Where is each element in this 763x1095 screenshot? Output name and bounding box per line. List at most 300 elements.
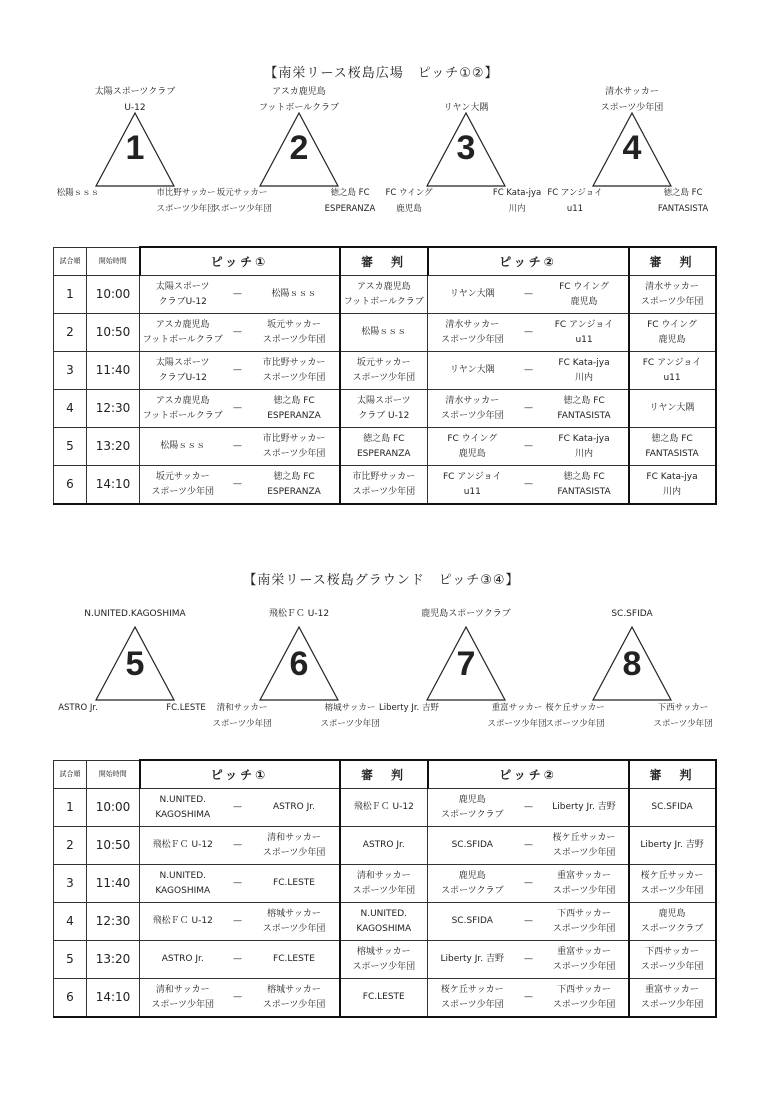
group-number: 4 [622,129,642,167]
table-row [54,276,716,314]
pitch-a-away [250,276,340,314]
team-line: フットボールクラブ [258,103,339,113]
team-line: リヤン大隅 [449,289,495,299]
pitch-a-away [250,865,340,903]
table-row [54,827,716,865]
team-line: FC Kata-jya [558,357,610,368]
team-line: KAGOSHIMA [155,809,211,820]
team-line: Liberty Jr. 吉野 [640,840,704,850]
vs-dash: — [226,466,250,505]
group-left-team [207,185,277,217]
header-ref-b: 審 判 [629,247,716,276]
team-line: クラブ U-12 [358,410,410,421]
team-line: 太陽スポーツ [155,357,210,368]
team-line: ASTRO Jr. [362,840,405,850]
pitch-b-home [428,865,517,903]
team-line: 市比野サッカー [156,188,216,198]
team-line: スポーツ少年団 [653,719,713,729]
team-line: スポーツ少年団 [262,372,326,383]
pitch-a-home [140,352,226,390]
pitch-a-away [250,314,340,352]
group-left-team [374,185,444,217]
team-line: 太陽スポーツクラブ [94,87,176,97]
vs-dash: — [517,941,541,979]
team-line: FC ウイング [447,433,498,444]
team-line: 下西サッカー [557,984,611,995]
team-line: 坂元サッカー [356,357,411,368]
vs-dash: — [226,865,250,903]
pitch-b-home [428,352,517,390]
vs-dash: — [517,276,541,314]
pitch-b-away [541,428,629,466]
team-line: フットボールクラブ [142,410,223,421]
team-line: スポーツ少年団 [352,486,416,497]
match-order: 5 [54,428,87,466]
table-row [54,865,716,903]
vs-dash: — [517,789,541,827]
team-line: 徳之島 FC [663,188,703,198]
vs-dash: — [517,827,541,865]
team-line: ESPERANZA [267,410,321,421]
team-line: FANTASISTA [557,410,611,421]
table-row [54,903,716,941]
team-line: SC.SFIDA [451,916,493,926]
group-2 [212,84,379,224]
vs-dash: — [226,276,250,314]
team-line: ASTRO Jr. [161,954,204,964]
team-line: FANTASISTA [657,204,709,214]
team-line: スポーツ少年団 [320,719,380,729]
group-3 [386,84,546,224]
team-line: 鹿児島 [570,296,598,307]
team-line: アスカ鹿児島 [155,395,210,406]
team-line: 清和サッカー [155,984,210,995]
pitch-b-away [541,979,629,1018]
pitch-b-home [428,276,517,314]
vs-dash: — [226,390,250,428]
group-number: 7 [456,645,476,683]
team-line: FC.LESTE [273,954,315,964]
pitch-a-referee [340,865,428,903]
team-line: 清水サッカー [445,319,500,330]
team-line: クラブU-12 [158,372,207,383]
team-line: スポーツ少年団 [545,719,605,729]
team-line: 坂元サッカー [216,188,268,198]
team-line: SC.SFIDA [651,802,693,812]
pitch-b-referee [629,979,716,1018]
team-line: ESPERANZA [324,204,376,214]
header-pitch-a: ピッチ① [140,760,340,789]
start-time: 10:00 [87,789,140,827]
team-line: 徳之島 FC [273,395,315,406]
team-line: 市比野サッカー [262,357,326,368]
start-time: 11:40 [87,865,140,903]
table-row [54,466,716,505]
team-line: スポーツ少年団 [262,847,326,858]
pitch-a-home [140,276,226,314]
pitch-a-referee [340,827,428,865]
team-line: 桜ケ丘サッカー [545,703,605,713]
vs-dash: — [226,903,250,941]
team-line: ESPERANZA [356,448,411,459]
vs-dash: — [226,428,250,466]
team-line: 川内 [663,486,682,497]
team-line: 榕城サッカー [267,908,321,919]
pitch-b-referee [629,789,716,827]
team-line: 榕城サッカー [267,984,321,995]
pitch-b-home [428,428,517,466]
pitch-a-home [140,941,226,979]
header-time: 開始時間 [87,247,140,276]
team-line: スポーツ少年団 [640,296,704,307]
pitch-b-referee [629,903,716,941]
team-line: フットボールクラブ [343,296,424,307]
group-left-team [43,700,113,716]
pitch-b-away [541,390,629,428]
team-line: 清水サッカー [445,395,500,406]
team-line: フットボールクラブ [142,334,223,345]
pitch-a-home [140,827,226,865]
vs-dash: — [517,903,541,941]
team-line: N.UNITED. [360,908,408,919]
group-number: 5 [125,645,145,683]
start-time: 12:30 [87,903,140,941]
section-title: 【南栄リース桜島広場 ピッチ①②】 [264,66,499,81]
team-line: 徳之島 FC [563,471,605,482]
team-line: 松陽ｓｓｓ [56,188,100,198]
team-line: 市比野サッカー [352,471,416,482]
team-line: 川内 [508,204,526,214]
team-line: 松陽ｓｓｓ [271,289,317,299]
team-line: 重富サッカー [491,703,543,713]
vs-dash: — [226,352,250,390]
team-line: スポーツ少年団 [640,961,704,972]
team-line: スポーツ少年団 [262,448,326,459]
group-top-team [386,606,546,622]
pitch-b-referee [629,352,716,390]
pitch-b-away [541,314,629,352]
team-line: FC ウイング [647,319,697,330]
table-row [54,941,716,979]
team-line: 坂元サッカー [155,471,210,482]
team-line: アスカ鹿児島 [356,281,411,292]
team-line: スポーツ少年団 [552,999,616,1010]
pitch-a-referee [340,314,428,352]
vs-dash: — [517,466,541,505]
pitch-a-home [140,979,226,1018]
group-left-team [540,185,610,217]
team-line: u11 [566,204,584,214]
team-line: 松陽ｓｓｓ [160,441,206,451]
pitch-b-away [541,865,629,903]
schedule-table [53,759,717,1018]
team-line: ESPERANZA [267,486,321,497]
match-order: 4 [54,903,87,941]
pitch-a-away [250,789,340,827]
pitch-b-home [428,941,517,979]
team-line: 徳之島 FC [651,433,693,444]
group-left-team [207,700,277,732]
pitch-a-home [140,789,226,827]
team-line: スポーツクラブ [440,809,504,820]
pitch-b-referee [629,941,716,979]
team-line: FANTASISTA [557,486,611,497]
team-line: FC アンジョイ [642,357,702,368]
vs-dash: — [226,827,250,865]
team-line: 鹿児島 [458,794,486,805]
group-1 [55,84,215,224]
team-line: 重富サッカー [645,984,699,995]
pitch-b-away [541,466,629,505]
team-line: スポーツ少年団 [487,719,547,729]
group-number: 2 [289,129,309,167]
pitch-a-away [250,979,340,1018]
table-row [54,428,716,466]
header-ref-a: 審 判 [340,247,428,276]
team-line: 榕城サッカー [324,703,376,713]
team-line: スポーツ少年団 [440,410,504,421]
pitch-b-referee [629,314,716,352]
team-line: 川内 [575,372,594,383]
team-line: 坂元サッカー [267,319,321,330]
pitch-a-home [140,390,226,428]
team-line: スポーツ少年団 [552,847,616,858]
group-number: 1 [125,129,145,167]
team-line: リヤン大隅 [649,403,695,413]
pitch-a-away [250,903,340,941]
team-line: スポーツ少年団 [352,961,416,972]
header-pitch-b: ピッチ② [428,760,629,789]
header-ref-b: 審 判 [629,760,716,789]
pitch-b-referee [629,865,716,903]
group-number: 8 [622,645,642,683]
team-line: スポーツクラブ [440,885,504,896]
team-line: 清水サッカー [605,87,659,97]
team-line: スポーツ少年団 [352,885,416,896]
group-left-team [43,185,113,201]
section-title: 【南栄リース桜島グラウンド ピッチ③④】 [243,573,520,588]
team-line: 太陽スポーツ [356,395,411,406]
pitch-b-home [428,979,517,1018]
team-line: スポーツ少年団 [212,204,272,214]
pitch-b-home [428,903,517,941]
team-line: アスカ鹿児島 [272,87,326,97]
match-order: 4 [54,390,87,428]
vs-dash: — [226,979,250,1018]
pitch-b-referee [629,390,716,428]
team-line: 鹿児島 [458,448,486,459]
team-line: ASTRO Jr. [273,802,315,812]
start-time: 14:10 [87,466,140,505]
team-line: 鹿児島 [658,908,686,919]
group-left-team [540,700,610,732]
team-line: スポーツ少年団 [640,885,704,896]
pitch-a-home [140,865,226,903]
group-6 [212,606,380,746]
team-line: 下西サッカー [557,908,611,919]
schedule-table [53,246,717,505]
group-number: 3 [456,129,476,167]
start-time: 14:10 [87,979,140,1018]
team-line: u11 [663,372,681,383]
vs-dash: — [226,789,250,827]
match-order: 6 [54,466,87,505]
pitch-a-away [250,941,340,979]
pitch-a-away [250,827,340,865]
team-line: スポーツ少年団 [262,334,326,345]
team-line: リヤン大隅 [443,103,489,113]
team-line: スポーツ少年団 [151,486,215,497]
group-8 [545,606,713,746]
match-order: 6 [54,979,87,1018]
team-line: 重富サッカー [557,870,611,881]
match-order: 2 [54,827,87,865]
start-time: 11:40 [87,352,140,390]
team-line: 市比野サッカー [262,433,326,444]
team-line: スポーツ少年団 [440,334,504,345]
group-7 [379,606,547,746]
pitch-b-away [541,789,629,827]
team-line: 下西サッカー [645,946,699,957]
team-line: スポーツ少年団 [440,999,504,1010]
header-order: 試合順 [54,247,87,276]
team-line: スポーツ少年団 [156,204,216,214]
team-line: 飛松ＦＣ U-12 [353,802,414,812]
team-line: FC ウイング [559,281,609,292]
table-row [54,979,716,1018]
team-line: スポーツ少年団 [552,885,616,896]
header-pitch-b: ピッチ② [428,247,629,276]
team-line: リヤン大隅 [449,365,495,375]
team-line: 桜ケ丘サッカー [440,984,504,995]
pitch-b-home [428,789,517,827]
team-line: FC Kata-jya [492,188,542,198]
team-line: FANTASISTA [645,448,699,459]
group-left-team [374,700,444,716]
team-line: 桜ケ丘サッカー [552,832,616,843]
team-line: Liberty Jr. 吉野 [552,802,616,812]
pitch-b-referee [629,827,716,865]
team-line: スポーツ少年団 [151,999,215,1010]
team-line: 鹿児島 [658,334,686,345]
team-line: スポーツ少年団 [352,372,416,383]
team-line: N.UNITED. [159,870,207,881]
header-order: 試合順 [54,760,87,789]
pitch-a-away [250,466,340,505]
team-line: スポーツ少年団 [212,719,272,729]
pitch-b-home [428,466,517,505]
team-line: スポーツ少年団 [640,999,704,1010]
team-line: クラブU-12 [158,296,207,307]
pitch-a-away [250,390,340,428]
team-line: スポーツ少年団 [262,923,326,934]
team-line: スポーツクラブ [640,923,704,934]
header-pitch-a: ピッチ① [140,247,340,276]
pitch-a-referee [340,789,428,827]
pitch-a-home [140,428,226,466]
pitch-b-away [541,903,629,941]
pitch-a-home [140,903,226,941]
group-top-team [55,606,215,622]
team-line: 飛松ＦＣ U-12 [268,609,330,619]
pitch-b-away [541,941,629,979]
team-line: FC アンジョイ [547,188,603,198]
vs-dash: — [226,941,250,979]
team-line: FC.LESTE [166,703,206,713]
vs-dash: — [517,979,541,1018]
pitch-a-referee [340,979,428,1018]
team-line: スポーツ少年団 [262,999,326,1010]
team-line: SC.SFIDA [611,609,653,619]
team-line: SC.SFIDA [451,840,493,850]
pitch-a-referee [340,941,428,979]
team-line: 下西サッカー [657,703,709,713]
pitch-a-referee [340,276,428,314]
team-line: 飛松ＦＣ U-12 [152,840,213,850]
team-line: 徳之島 FC [363,433,405,444]
pitch-a-referee [340,428,428,466]
team-line: u11 [463,486,481,497]
team-line: 清和サッカー [216,703,268,713]
pitch-a-referee [340,390,428,428]
group-right-team [640,185,726,217]
pitch-b-referee [629,276,716,314]
group-number: 6 [289,645,309,683]
start-time: 10:50 [87,314,140,352]
team-line: 清水サッカー [645,281,699,292]
pitch-b-home [428,314,517,352]
start-time: 10:50 [87,827,140,865]
team-line: 鹿児島スポーツクラブ [421,609,511,619]
team-line: u11 [575,334,593,345]
match-order: 1 [54,789,87,827]
team-line: 清和サッカー [267,832,321,843]
team-line: 鹿児島 [396,204,422,214]
team-line: FC.LESTE [362,992,405,1002]
team-line: スポーツ少年団 [552,923,616,934]
group-right-team [640,700,726,732]
team-line: ASTRO Jr. [58,703,98,713]
team-line: 徳之島 FC [563,395,605,406]
team-line: 重富サッカー [557,946,611,957]
pitch-a-referee [340,903,428,941]
team-line: スポーツ少年団 [552,961,616,972]
table-row [54,789,716,827]
pitch-a-away [250,428,340,466]
team-line: 飛松ＦＣ U-12 [152,916,213,926]
group-5 [55,606,215,746]
start-time: 10:00 [87,276,140,314]
team-line: U-12 [124,103,146,113]
vs-dash: — [226,314,250,352]
team-line: アスカ鹿児島 [155,319,210,330]
pitch-b-referee [629,428,716,466]
team-line: 松陽ｓｓｓ [361,327,407,337]
pitch-a-away [250,352,340,390]
table-row [54,390,716,428]
team-line: 川内 [575,448,594,459]
team-line: FC.LESTE [273,878,315,888]
pitch-a-home [140,466,226,505]
team-line: FC Kata-jya [558,433,610,444]
pitch-b-away [541,276,629,314]
vs-dash: — [517,314,541,352]
match-order: 5 [54,941,87,979]
match-order: 2 [54,314,87,352]
start-time: 12:30 [87,390,140,428]
table-row [54,314,716,352]
team-line: FC アンジョイ [442,471,502,482]
